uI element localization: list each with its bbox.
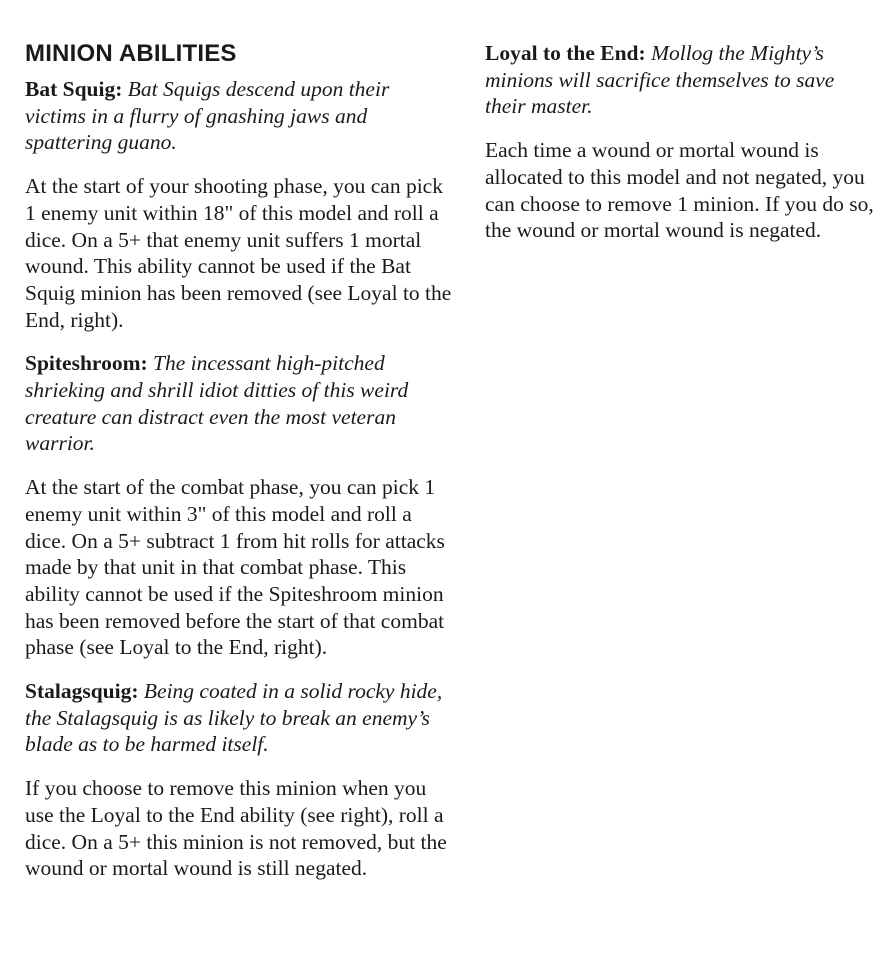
ability-flavour-paragraph	[485, 40, 877, 120]
ability-name: Spiteshroom:	[25, 351, 148, 376]
ability-rules: At the start of the combat phase, you can pick 1 enemy unit within 3" of this model and roll a dice. On a 5+ subtract 1 from hit rolls for attacks made by that unit in that combat phase. This ability cannot be used if the Spiteshroom minion has been removed before the start of that combat phase (see Loyal to the End, right).	[25, 475, 445, 660]
ability-flavour: The incessant high-pitched shrieking and shrill idiot ditties of this weird creature can distract even the most veteran warrior.	[25, 351, 409, 456]
ability-flavour-paragraph	[25, 76, 455, 156]
ability-flavour-paragraph	[25, 678, 455, 758]
left-column	[25, 40, 455, 882]
ability-bat-squig	[25, 76, 455, 333]
ability-stalagsquig	[25, 678, 455, 882]
ability-spiteshroom	[25, 350, 455, 661]
ability-flavour: Bat Squigs descend upon their victims in a flurry of gnashing jaws and spattering guano.	[25, 77, 390, 155]
ability-rules: If you choose to remove this minion when you use the Loyal to the End ability (see right), roll a dice. On a 5+ this minion is not removed, but the wound or mortal wound is still negated.	[25, 776, 447, 881]
ability-name: Loyal to the End:	[485, 41, 646, 65]
ability-name: Bat Squig:	[25, 77, 123, 101]
ability-rules: Each time a wound or mortal wound is allocated to this model and not negated, you can choose to remove 1 minion. If you do so, the wound or mortal wound is negated.	[485, 138, 874, 243]
ability-loyal-to-the-end	[485, 40, 877, 244]
ability-flavour-paragraph	[25, 350, 455, 457]
section-heading: MINION ABILITIES	[25, 40, 237, 67]
ability-rules: At the start of your shooting phase, you can pick 1 enemy unit within 18" of this model and roll a dice. On a 5+ that enemy unit suffers 1 mortal wound. This ability cannot be used if the Bat Squig minion has been removed (see Loyal to the End, right).	[25, 174, 452, 332]
ability-name: Stalagsquig:	[25, 679, 139, 704]
ability-flavour: Mollog the Mighty’s minions will sacrifice themselves to save their master.	[485, 41, 835, 119]
ability-flavour: Being coated in a solid rocky hide, the Stalagsquig is as likely to break an enemy’s blade as to be harmed itself.	[25, 679, 443, 757]
right-column	[485, 40, 877, 244]
